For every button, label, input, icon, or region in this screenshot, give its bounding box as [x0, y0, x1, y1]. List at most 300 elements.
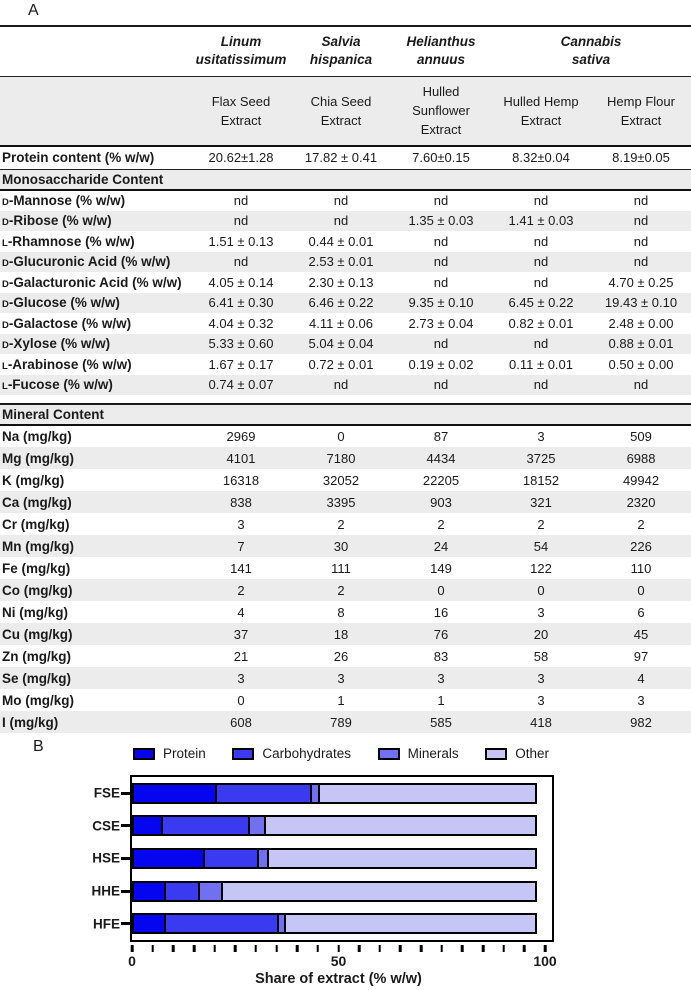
table-cell: 3 [537, 604, 545, 620]
bar-chart-panel [0, 737, 691, 990]
y-tick [121, 922, 130, 925]
table-cell: 17.82 ± 0.41 [291, 146, 391, 169]
category-label: FSE [93, 785, 120, 801]
bar-segment-other [221, 881, 537, 902]
table-cell: 4.04 ± 0.32 [208, 315, 274, 331]
table-row [0, 313, 691, 334]
table-cell: nd [533, 254, 549, 270]
table-cell: 982 [630, 714, 652, 730]
mineral-table [0, 403, 691, 733]
row-label-text: Na (mg/kg) [2, 429, 72, 444]
table-cell: 110 [630, 560, 652, 576]
table-cell: nd [633, 213, 649, 229]
x-tick [151, 945, 154, 952]
stereo-prefix: D [2, 258, 9, 270]
table-cell: 18152 [522, 472, 560, 488]
table-cell: 1.51 ± 0.13 [208, 233, 274, 249]
table-cell: 4.11 ± 0.06 [309, 315, 373, 331]
table-cell: 5.33 ± 0.60 [208, 336, 274, 352]
x-tick-label: 50 [330, 953, 347, 969]
x-tick [131, 945, 134, 952]
table-cell: nd [633, 233, 649, 249]
row-label [0, 447, 191, 469]
bar-segment-protein [132, 881, 166, 902]
table-cell: nd [233, 213, 249, 229]
x-tick [440, 945, 443, 952]
table-cell: 30 [333, 538, 349, 554]
row-label [0, 557, 191, 579]
table-cell: 3725 [526, 450, 556, 466]
row-label-text: Co (mg/kg) [2, 582, 73, 598]
table-cell: nd [633, 377, 649, 393]
table-cell: 20 [533, 626, 549, 642]
species-name: Linum usitatissimum [195, 34, 287, 67]
table-cell: nd [433, 377, 449, 393]
table-row [0, 513, 691, 535]
legend-item [378, 746, 459, 761]
row-label [0, 354, 191, 375]
row-label [0, 252, 191, 273]
row-label-text: -Arabinose (% w/w) [7, 356, 132, 372]
row-label-text: -Glucose (% w/w) [8, 295, 120, 311]
chart-legend [133, 746, 549, 761]
table-cell: 3 [637, 692, 645, 708]
table-cell: 6.45 ± 0.22 [508, 295, 574, 311]
table-row [0, 375, 691, 396]
legend-swatch [485, 748, 507, 760]
row-label [0, 513, 191, 535]
table-cell: 4101 [226, 450, 256, 466]
extract-header-cell: Hulled Sunflower Extract [391, 77, 491, 147]
table-cell: 22205 [422, 472, 460, 488]
table-cell: 16318 [222, 472, 260, 488]
row-label-text: Cr (mg/kg) [2, 516, 70, 532]
table-cell: 0 [637, 582, 645, 598]
legend-label: Protein [163, 746, 206, 761]
species-header-cell [291, 26, 391, 77]
table-cell: 1.41 ± 0.03 [508, 213, 574, 229]
table-cell: 1 [337, 692, 345, 708]
table-cell: 3 [537, 670, 545, 686]
table-cell: 8.32±0.04 [491, 146, 591, 169]
stereo-prefix: D [2, 278, 9, 290]
table-cell: nd [433, 233, 449, 249]
row-label-text: K (mg/kg) [2, 472, 65, 488]
x-tick [193, 945, 196, 952]
table-cell: nd [433, 336, 449, 352]
table-cell: 6.46 ± 0.22 [308, 295, 374, 311]
x-tick [213, 945, 216, 952]
corner-cell [0, 26, 191, 77]
panel-a-label: A [28, 2, 39, 19]
row-label [0, 601, 191, 623]
bar-segment-protein [132, 913, 166, 934]
x-tick [502, 945, 505, 952]
row-label: Protein content (% w/w) [0, 146, 191, 169]
table-cell: 3 [237, 516, 245, 532]
table-cell: 608 [230, 714, 252, 730]
table-cell: 87 [433, 429, 449, 444]
table-cell: 149 [430, 560, 452, 576]
bar-row [92, 815, 552, 836]
row-label [0, 334, 191, 355]
extract-header-row [0, 77, 691, 147]
row-label [0, 689, 191, 711]
table-cell: 2 [237, 582, 245, 598]
row-label-text: -Fucose (% w/w) [7, 377, 113, 393]
row-label [0, 375, 191, 396]
table-cell: 2 [537, 516, 545, 532]
row-label [0, 491, 191, 513]
x-tick [358, 945, 361, 952]
bar-segment-other [318, 783, 537, 804]
bar-row [93, 913, 552, 934]
x-tick [275, 945, 278, 952]
bar-segment-protein [132, 848, 205, 869]
table-cell: 9.35 ± 0.10 [408, 295, 474, 311]
species-header-cell [491, 26, 691, 77]
stereo-prefix: D [2, 340, 9, 352]
row-label [0, 231, 191, 252]
table-row [0, 334, 691, 355]
row-label-text: Zn (mg/kg) [2, 648, 71, 664]
row-label-text: -Galactose (% w/w) [8, 315, 132, 331]
table-cell: nd [533, 233, 549, 249]
row-label [0, 711, 191, 733]
table-cell: 18 [333, 626, 349, 642]
legend-item [232, 746, 351, 761]
x-tick [461, 945, 464, 952]
species-name: Cannabis sativa [560, 34, 622, 67]
table-cell: 0 [337, 429, 345, 444]
table-cell: 509 [630, 429, 652, 444]
x-tick [544, 945, 547, 952]
table-cell: 2 [437, 516, 445, 532]
x-axis-title: Share of extract (% w/w) [255, 971, 422, 987]
table-row [0, 211, 691, 232]
stereo-prefix: L [2, 360, 8, 372]
category-label: HSE [92, 850, 120, 866]
table-cell: 20.62±1.28 [191, 146, 291, 169]
table-cell: 7.60±0.15 [391, 146, 491, 169]
table-row [0, 601, 691, 623]
table-cell: nd [633, 193, 649, 209]
table-cell: 4 [637, 670, 645, 686]
table-row [0, 447, 691, 469]
row-label-text: -Mannose (% w/w) [8, 193, 126, 209]
table-cell: 6.41 ± 0.30 [208, 295, 274, 311]
section-header: Monosaccharide Content [0, 169, 691, 190]
table-row [0, 252, 691, 273]
table-row [0, 557, 691, 579]
table-cell: 0.72 ± 0.01 [308, 356, 374, 372]
legend-item [485, 746, 549, 761]
table-row [0, 711, 691, 733]
stereo-prefix: L [2, 381, 8, 393]
row-label [0, 623, 191, 645]
table-cell: 6988 [626, 450, 656, 466]
table-cell: 2 [637, 516, 645, 532]
legend-swatch [232, 748, 254, 760]
table-cell: 2.73 ± 0.04 [408, 315, 474, 331]
table-cell: nd [333, 213, 349, 229]
table-cell: 2.48 ± 0.00 [608, 315, 674, 331]
row-label-text: Cu (mg/kg) [2, 626, 73, 642]
species-header-cell [391, 26, 491, 77]
table-cell: 0.50 ± 0.00 [608, 356, 674, 372]
table-cell: 45 [633, 626, 649, 642]
legend-item [133, 746, 206, 761]
table-row [0, 146, 691, 169]
row-label-text: -Glucuronic Acid (% w/w) [8, 254, 171, 270]
table-cell: 26 [333, 648, 349, 664]
section-header: Mineral Content [0, 404, 691, 425]
row-label [0, 469, 191, 491]
table-cell: 7 [237, 538, 245, 554]
y-tick [121, 857, 130, 860]
x-tick [317, 945, 320, 952]
table-cell: 3 [337, 670, 345, 686]
legend-swatch [133, 748, 155, 760]
table-cell: nd [333, 193, 349, 209]
table-cell: 7180 [326, 450, 356, 466]
table-cell: nd [633, 254, 649, 270]
table-cell: 8 [337, 604, 345, 620]
bar-segment-minerals [198, 881, 223, 902]
extract-header-cell: Flax Seed Extract [191, 77, 291, 147]
table-cell: 6 [637, 604, 645, 620]
table-cell: 111 [331, 560, 351, 576]
row-label-text: Mo (mg/kg) [2, 692, 74, 708]
row-label-text: Fe (mg/kg) [2, 560, 71, 576]
table-cell: 789 [330, 714, 352, 730]
species-header-cell [191, 26, 291, 77]
bar-segment-other [264, 815, 537, 836]
table-cell: 32052 [322, 472, 360, 488]
x-tick [337, 945, 340, 952]
row-label [0, 535, 191, 557]
y-tick [121, 824, 130, 827]
stereo-prefix: D [2, 319, 9, 331]
row-label-text: -Rhamnose (% w/w) [7, 233, 135, 249]
table-cell: 2 [337, 516, 345, 532]
table-cell: 0 [237, 692, 245, 708]
table-row [0, 645, 691, 667]
row-label [0, 272, 191, 293]
table-cell: 4.70 ± 0.25 [608, 274, 674, 290]
extract-header-cell: Hulled Hemp Extract [491, 77, 591, 147]
table-cell: 0 [437, 582, 445, 598]
legend-label: Other [515, 746, 549, 761]
table-row [0, 231, 691, 252]
row-label-text: Se (mg/kg) [2, 670, 72, 686]
table-cell: nd [233, 254, 249, 270]
table-cell: 97 [633, 648, 649, 664]
table-row [0, 425, 691, 447]
x-tick [172, 945, 175, 952]
table-cell: nd [433, 254, 449, 270]
table-cell: 2.30 ± 0.13 [308, 274, 374, 290]
bar-segment-protein [132, 815, 163, 836]
table-cell: 0.11 ± 0.01 [509, 356, 573, 372]
row-label [0, 211, 191, 232]
table-cell: 1.67 ± 0.17 [208, 356, 274, 372]
table-cell: 0.82 ± 0.01 [508, 315, 574, 331]
legend-label: Minerals [407, 746, 459, 761]
table-cell: 585 [430, 714, 452, 730]
table-cell: 16 [433, 604, 449, 620]
table-row [0, 293, 691, 314]
table-cell: 0.44 ± 0.01 [308, 233, 374, 249]
table-cell: 0.19 ± 0.02 [408, 356, 474, 372]
table-cell: 0.74 ± 0.07 [208, 377, 274, 393]
x-tick-label: 100 [533, 953, 557, 969]
row-label [0, 579, 191, 601]
table-cell: 19.43 ± 0.10 [604, 295, 678, 311]
table-cell: nd [233, 193, 249, 209]
row-label-text: -Galacturonic Acid (% w/w) [8, 274, 182, 290]
section-header-row [0, 404, 691, 425]
table-cell: 122 [530, 560, 552, 576]
table-cell: 1.35 ± 0.03 [408, 213, 474, 229]
row-label-text: Ni (mg/kg) [2, 604, 68, 620]
extract-header-cell: Hemp Flour Extract [591, 77, 691, 147]
table-cell: 418 [530, 714, 552, 730]
table-cell: nd [433, 274, 449, 290]
table-cell: 54 [533, 538, 549, 554]
table-cell: 0.88 ± 0.01 [608, 336, 674, 352]
row-label [0, 293, 191, 314]
table-row [0, 469, 691, 491]
table-cell: 141 [230, 560, 252, 576]
x-tick [234, 945, 237, 952]
table-cell: 49942 [622, 472, 660, 488]
table-cell: 21 [233, 648, 249, 664]
row-label [0, 645, 191, 667]
table-row [0, 354, 691, 375]
table-cell: 4.05 ± 0.14 [208, 274, 274, 290]
bar-segment-carbohydrates [215, 783, 312, 804]
table-cell: nd [433, 193, 449, 209]
row-label-text: Ca (mg/kg) [2, 494, 72, 510]
table-cell: 2320 [626, 494, 656, 510]
table-cell: 4 [237, 604, 245, 620]
stereo-prefix: D [2, 197, 9, 209]
table-cell: nd [533, 193, 549, 209]
table-cell: 3 [537, 692, 545, 708]
stereo-prefix: L [2, 237, 8, 249]
table-cell: 83 [433, 648, 449, 664]
bar-segment-carbohydrates [161, 815, 250, 836]
table-row [0, 689, 691, 711]
species-name: Helianthus annuus [406, 34, 476, 67]
composition-table [0, 25, 691, 395]
stereo-prefix: D [2, 299, 9, 311]
bar-track [132, 783, 543, 804]
section-header-row [0, 169, 691, 190]
table-cell: 2.53 ± 0.01 [308, 254, 374, 270]
x-tick [399, 945, 402, 952]
bar-row [92, 848, 552, 869]
bar-row [91, 881, 552, 902]
bar-segment-protein [132, 783, 217, 804]
category-label: CSE [92, 818, 120, 834]
x-tick [296, 945, 299, 952]
x-axis-ticks [132, 945, 545, 952]
table-row [0, 667, 691, 689]
table-cell: 226 [630, 538, 652, 554]
bar-segment-carbohydrates [203, 848, 259, 869]
table-cell: 24 [433, 538, 449, 554]
table-cell: 1 [437, 692, 445, 708]
x-tick [482, 945, 485, 952]
stereo-prefix: D [2, 217, 9, 229]
bar-segment-other [267, 848, 537, 869]
table-cell: nd [333, 377, 349, 393]
corner-cell [0, 77, 191, 147]
bar-row [93, 783, 552, 804]
table-row [0, 190, 691, 211]
table-cell: 4434 [426, 450, 456, 466]
bar-segment-other [284, 913, 537, 934]
bar-track [132, 881, 543, 902]
row-label [0, 425, 191, 447]
table-row [0, 535, 691, 557]
table-row [0, 579, 691, 601]
table-cell: 903 [430, 494, 452, 510]
category-label: HFE [93, 916, 120, 932]
table-cell: 3 [437, 670, 445, 686]
bar-segment-carbohydrates [164, 913, 279, 934]
table-cell: 3 [537, 429, 545, 444]
table-cell: 58 [533, 648, 549, 664]
table-cell: 2969 [226, 429, 256, 444]
bar-track [132, 815, 543, 836]
panel-b-label: B [33, 738, 44, 755]
x-tick [420, 945, 423, 952]
table-cell: 37 [233, 626, 249, 642]
table-cell: nd [533, 336, 549, 352]
species-name: Salvia hispanica [309, 34, 373, 67]
category-label: HHE [91, 883, 120, 899]
species-header-row [0, 26, 691, 77]
table-row [0, 272, 691, 293]
y-tick [121, 890, 130, 893]
table-row [0, 623, 691, 645]
table-cell: nd [533, 274, 549, 290]
row-label [0, 667, 191, 689]
table-cell: 838 [230, 494, 252, 510]
row-label [0, 190, 191, 211]
y-tick [121, 792, 130, 795]
x-tick [255, 945, 258, 952]
x-tick [523, 945, 526, 952]
x-tick-label: 0 [128, 953, 136, 969]
table-cell: nd [533, 377, 549, 393]
bar-track [132, 913, 543, 934]
row-label-text: -Ribose (% w/w) [8, 213, 112, 229]
row-label-text: -Xylose (% w/w) [8, 336, 111, 352]
table-cell: 3395 [326, 494, 356, 510]
extract-header-cell: Chia Seed Extract [291, 77, 391, 147]
table-cell: 5.04 ± 0.04 [308, 336, 374, 352]
table-row [0, 491, 691, 513]
row-label-text: Mg (mg/kg) [2, 450, 74, 466]
x-tick [379, 945, 382, 952]
bar-segment-carbohydrates [164, 881, 200, 902]
table-cell: 2 [337, 582, 345, 598]
table-cell: 321 [530, 494, 552, 510]
